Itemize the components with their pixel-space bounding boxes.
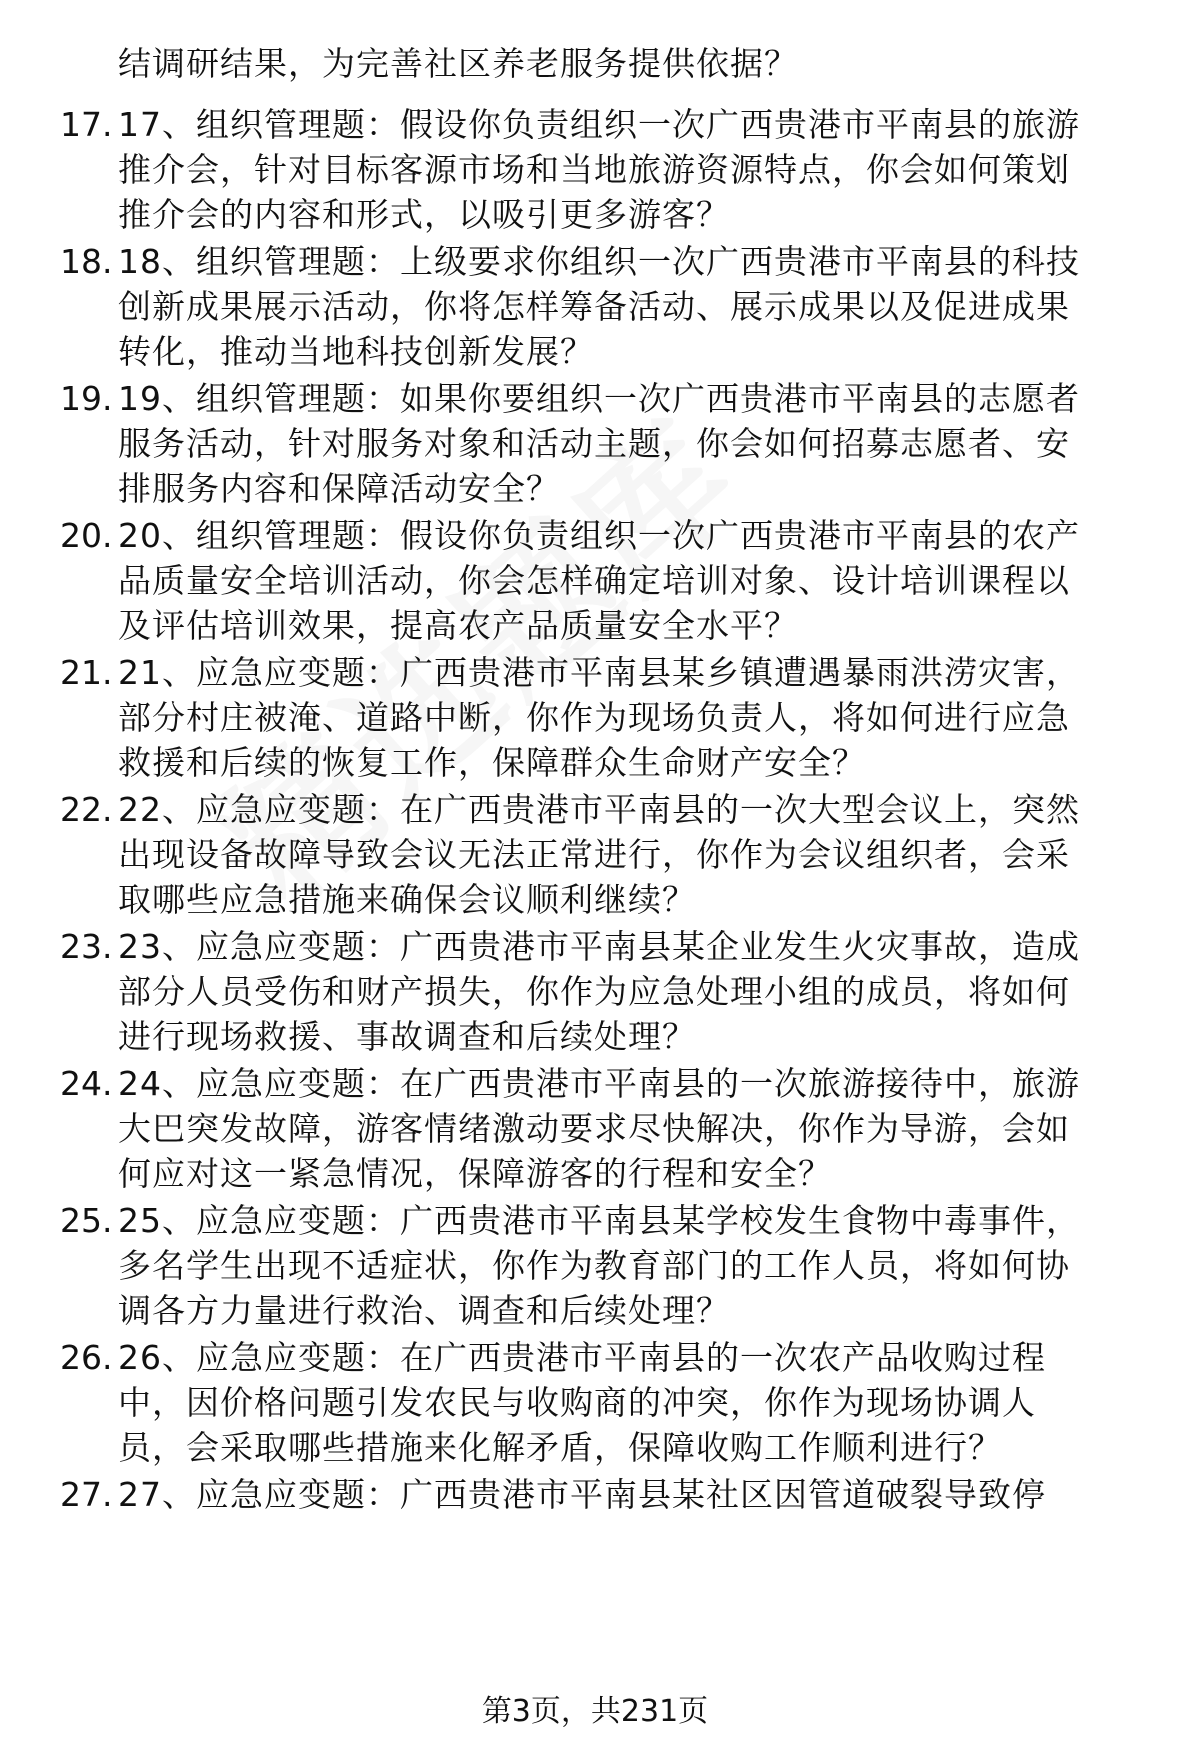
question-line: 调各方力量进行救治、调查和后续处理？ xyxy=(118,1291,730,1330)
question-line: 22、应急应变题：在广西贵港市平南县的一次大型会议上，突然 xyxy=(118,790,1080,829)
question-line: 推介会的内容和形式，以吸引更多游客？ xyxy=(118,195,730,234)
question-line: 服务活动，针对服务对象和活动主题，你会如何招募志愿者、安 xyxy=(118,424,1070,463)
question-number: 25. xyxy=(60,1201,113,1240)
question-line: 及评估培训效果，提高农产品质量安全水平？ xyxy=(118,606,798,645)
question-line: 排服务内容和保障活动安全？ xyxy=(118,469,560,508)
question-number: 17. xyxy=(60,105,113,144)
question-line: 创新成果展示活动，你将怎样筹备活动、展示成果以及促进成果 xyxy=(118,287,1070,326)
question-line: 救援和后续的恢复工作，保障群众生命财产安全？ xyxy=(118,743,866,782)
question-line: 26、应急应变题：在广西贵港市平南县的一次农产品收购过程 xyxy=(118,1338,1046,1377)
question-line: 何应对这一紧急情况，保障游客的行程和安全？ xyxy=(118,1154,832,1193)
question-line: 员，会采取哪些措施来化解矛盾，保障收购工作顺利进行？ xyxy=(118,1428,1002,1467)
question-line: 多名学生出现不适症状，你作为教育部门的工作人员，将如何协 xyxy=(118,1246,1070,1285)
question-line: 20、组织管理题：假设你负责组织一次广西贵港市平南县的农产 xyxy=(118,516,1080,555)
question-number: 23. xyxy=(60,927,113,966)
question-number: 21. xyxy=(60,653,113,692)
question-line: 部分人员受伤和财产损失，你作为应急处理小组的成员，将如何 xyxy=(118,972,1070,1011)
question-line: 品质量安全培训活动，你会怎样确定培训对象、设计培训课程以 xyxy=(118,561,1070,600)
question-line: 17、组织管理题：假设你负责组织一次广西贵港市平南县的旅游 xyxy=(118,105,1080,144)
question-line: 19、组织管理题：如果你要组织一次广西贵港市平南县的志愿者 xyxy=(118,379,1080,418)
page-footer: 第3页，共231页 xyxy=(481,1694,709,1729)
question-line: 推介会，针对目标客源市场和当地旅游资源特点，你会如何策划 xyxy=(118,150,1070,189)
question-line: 出现设备故障导致会议无法正常进行，你作为会议组织者，会采 xyxy=(118,835,1070,874)
question-line: 大巴突发故障，游客情绪激动要求尽快解决，你作为导游，会如 xyxy=(118,1109,1070,1148)
question-number: 27. xyxy=(60,1475,113,1514)
question-line: 27、应急应变题：广西贵港市平南县某社区因管道破裂导致停 xyxy=(118,1475,1046,1514)
question-line: 进行现场救援、事故调查和后续处理？ xyxy=(118,1017,696,1056)
question-line: 25、应急应变题：广西贵港市平南县某学校发生食物中毒事件， xyxy=(118,1201,1080,1240)
question-number: 18. xyxy=(60,242,113,281)
question-line: 18、组织管理题：上级要求你组织一次广西贵港市平南县的科技 xyxy=(118,242,1080,281)
question-number: 19. xyxy=(60,379,113,418)
question-line: 转化，推动当地科技创新发展？ xyxy=(118,332,594,371)
continuation-line: 结调研结果，为完善社区养老服务提供依据？ xyxy=(118,44,798,83)
question-line: 取哪些应急措施来确保会议顺利继续？ xyxy=(118,880,696,919)
question-line: 部分村庄被淹、道路中断，你作为现场负责人，将如何进行应急 xyxy=(118,698,1070,737)
question-line: 23、应急应变题：广西贵港市平南县某企业发生火灾事故，造成 xyxy=(118,927,1080,966)
question-number: 24. xyxy=(60,1064,113,1103)
question-line: 21、应急应变题：广西贵港市平南县某乡镇遭遇暴雨洪涝灾害， xyxy=(118,653,1080,692)
question-number: 22. xyxy=(60,790,113,829)
question-line: 24、应急应变题：在广西贵港市平南县的一次旅游接待中，旅游 xyxy=(118,1064,1080,1103)
question-line: 中，因价格问题引发农民与收购商的冲突，你作为现场协调人 xyxy=(118,1383,1036,1422)
question-number: 26. xyxy=(60,1338,113,1377)
question-number: 20. xyxy=(60,516,113,555)
